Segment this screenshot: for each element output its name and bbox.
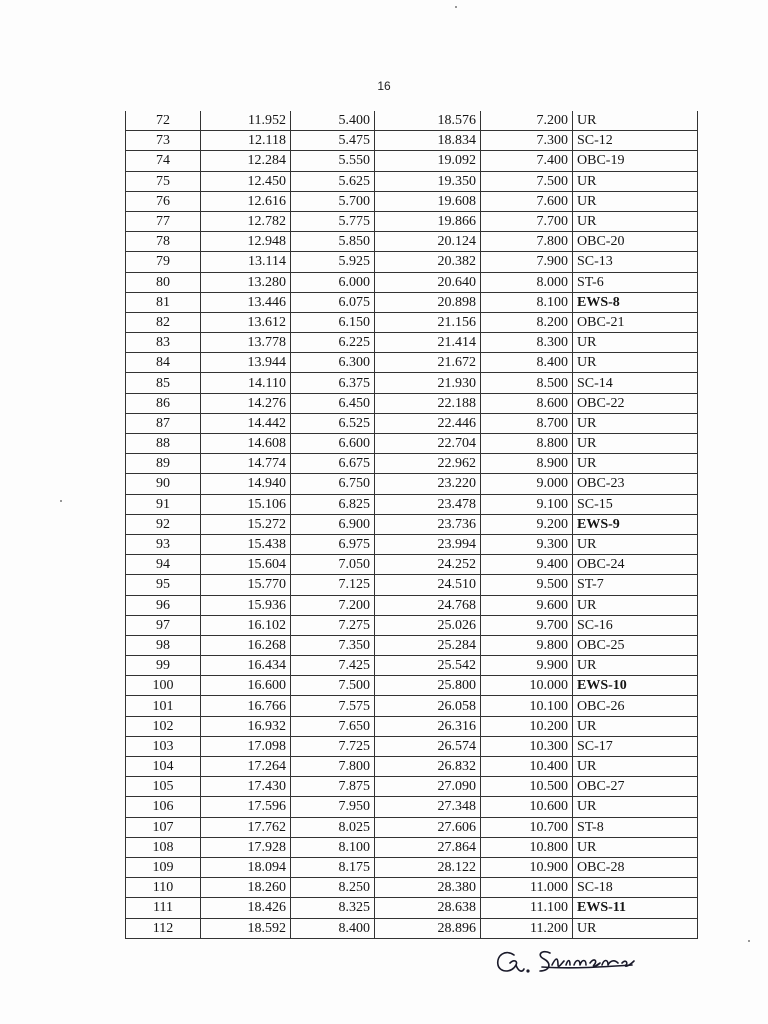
serial-number-cell: 86 [126,393,201,413]
value-cell-1: 15.272 [201,514,291,534]
table-row [126,151,698,171]
table-row [126,312,698,332]
serial-number-cell: 83 [126,333,201,353]
value-cell-1: 16.766 [201,696,291,716]
value-cell-1: 14.608 [201,434,291,454]
value-cell-2: 6.000 [291,272,375,292]
scan-speck [748,940,750,942]
value-cell-4: 7.800 [481,232,573,252]
value-cell-4: 9.100 [481,494,573,514]
category-cell: OBC-23 [573,474,698,494]
value-cell-2: 8.400 [291,918,375,938]
category-cell: ST-7 [573,575,698,595]
value-cell-2: 8.025 [291,817,375,837]
value-cell-3: 28.638 [375,898,481,918]
value-cell-1: 18.592 [201,918,291,938]
table-row [126,575,698,595]
serial-number-cell: 85 [126,373,201,393]
value-cell-3: 25.800 [375,676,481,696]
value-cell-3: 26.832 [375,757,481,777]
value-cell-1: 15.936 [201,595,291,615]
value-cell-3: 28.122 [375,857,481,877]
value-cell-1: 17.928 [201,837,291,857]
serial-number-cell: 100 [126,676,201,696]
serial-number-cell: 109 [126,857,201,877]
value-cell-1: 13.446 [201,292,291,312]
value-cell-3: 22.962 [375,454,481,474]
table-row [126,716,698,736]
value-cell-3: 20.382 [375,252,481,272]
value-cell-4: 10.200 [481,716,573,736]
serial-number-cell: 110 [126,878,201,898]
value-cell-3: 28.380 [375,878,481,898]
serial-number-cell: 90 [126,474,201,494]
serial-number-cell: 104 [126,757,201,777]
value-cell-2: 7.350 [291,635,375,655]
value-cell-4: 10.800 [481,837,573,857]
value-cell-3: 23.478 [375,494,481,514]
value-cell-4: 8.800 [481,434,573,454]
value-cell-4: 7.900 [481,252,573,272]
table-row [126,131,698,151]
value-cell-1: 13.778 [201,333,291,353]
serial-number-cell: 82 [126,312,201,332]
value-cell-4: 11.100 [481,898,573,918]
value-cell-4: 8.100 [481,292,573,312]
value-cell-3: 20.898 [375,292,481,312]
value-cell-1: 17.264 [201,757,291,777]
table-row [126,777,698,797]
value-cell-1: 16.600 [201,676,291,696]
serial-number-cell: 95 [126,575,201,595]
page-number: 16 [377,79,391,93]
value-cell-2: 6.150 [291,312,375,332]
serial-number-cell: 106 [126,797,201,817]
value-cell-1: 15.604 [201,555,291,575]
table-row [126,757,698,777]
category-cell: UR [573,111,698,131]
scan-speck [455,6,457,8]
category-cell: OBC-25 [573,635,698,655]
serial-number-cell: 81 [126,292,201,312]
category-cell: UR [573,797,698,817]
value-cell-1: 12.450 [201,171,291,191]
value-cell-4: 8.500 [481,373,573,393]
category-cell: UR [573,333,698,353]
value-cell-2: 7.425 [291,656,375,676]
value-cell-4: 11.200 [481,918,573,938]
serial-number-cell: 79 [126,252,201,272]
value-cell-2: 7.275 [291,615,375,635]
table-row [126,333,698,353]
value-cell-2: 5.700 [291,191,375,211]
value-cell-2: 7.800 [291,757,375,777]
table-row [126,191,698,211]
value-cell-2: 5.925 [291,252,375,272]
category-cell: UR [573,353,698,373]
table-row [126,474,698,494]
value-cell-1: 15.438 [201,534,291,554]
value-cell-1: 12.782 [201,211,291,231]
category-cell: SC-14 [573,373,698,393]
value-cell-2: 7.650 [291,716,375,736]
serial-number-cell: 92 [126,514,201,534]
value-cell-4: 9.500 [481,575,573,595]
category-cell: UR [573,454,698,474]
value-cell-1: 14.276 [201,393,291,413]
value-cell-4: 8.300 [481,333,573,353]
value-cell-4: 8.700 [481,413,573,433]
table-row [126,656,698,676]
value-cell-4: 9.800 [481,635,573,655]
value-cell-3: 27.606 [375,817,481,837]
category-cell: SC-18 [573,878,698,898]
value-cell-3: 27.348 [375,797,481,817]
value-cell-2: 5.775 [291,211,375,231]
table-row [126,393,698,413]
table-row [126,514,698,534]
value-cell-3: 21.156 [375,312,481,332]
value-cell-4: 10.300 [481,736,573,756]
value-cell-3: 27.864 [375,837,481,857]
serial-number-cell: 107 [126,817,201,837]
value-cell-3: 28.896 [375,918,481,938]
value-cell-3: 25.026 [375,615,481,635]
category-cell: OBC-20 [573,232,698,252]
category-cell: SC-12 [573,131,698,151]
value-cell-2: 6.825 [291,494,375,514]
serial-number-cell: 99 [126,656,201,676]
table-row [126,373,698,393]
table-row [126,211,698,231]
serial-number-cell: 91 [126,494,201,514]
category-cell: ST-8 [573,817,698,837]
serial-number-cell: 101 [126,696,201,716]
table-row [126,817,698,837]
value-cell-4: 10.500 [481,777,573,797]
value-cell-2: 7.500 [291,676,375,696]
category-cell: OBC-21 [573,312,698,332]
value-cell-2: 5.550 [291,151,375,171]
category-cell: ST-6 [573,272,698,292]
value-cell-1: 16.102 [201,615,291,635]
table-row [126,292,698,312]
value-cell-3: 20.124 [375,232,481,252]
value-cell-3: 19.608 [375,191,481,211]
value-cell-3: 25.542 [375,656,481,676]
value-cell-1: 13.280 [201,272,291,292]
value-cell-4: 9.600 [481,595,573,615]
serial-number-cell: 87 [126,413,201,433]
category-cell: SC-16 [573,615,698,635]
value-cell-4: 7.200 [481,111,573,131]
table-row [126,676,698,696]
category-cell: OBC-28 [573,857,698,877]
table-row [126,615,698,635]
table-row [126,454,698,474]
serial-number-cell: 80 [126,272,201,292]
table-row [126,272,698,292]
value-cell-1: 12.616 [201,191,291,211]
value-cell-3: 22.188 [375,393,481,413]
table-row [126,898,698,918]
value-cell-2: 6.525 [291,413,375,433]
value-cell-1: 14.442 [201,413,291,433]
value-cell-4: 10.700 [481,817,573,837]
value-cell-2: 6.450 [291,393,375,413]
value-cell-3: 23.736 [375,514,481,534]
value-cell-2: 7.875 [291,777,375,797]
value-cell-3: 21.672 [375,353,481,373]
value-cell-2: 7.125 [291,575,375,595]
value-cell-1: 13.114 [201,252,291,272]
value-cell-2: 6.300 [291,353,375,373]
value-cell-3: 27.090 [375,777,481,797]
value-cell-4: 8.400 [481,353,573,373]
value-cell-4: 9.400 [481,555,573,575]
table-row [126,171,698,191]
value-cell-2: 7.575 [291,696,375,716]
category-cell: OBC-19 [573,151,698,171]
value-cell-4: 8.200 [481,312,573,332]
category-cell: UR [573,191,698,211]
value-cell-4: 10.400 [481,757,573,777]
value-cell-2: 6.675 [291,454,375,474]
table-row [126,413,698,433]
table-row [126,494,698,514]
value-cell-1: 14.774 [201,454,291,474]
category-cell: UR [573,534,698,554]
value-cell-2: 6.225 [291,333,375,353]
serial-number-cell: 75 [126,171,201,191]
value-cell-1: 18.094 [201,857,291,877]
table-row [126,434,698,454]
category-cell: EWS-11 [573,898,698,918]
value-cell-3: 18.576 [375,111,481,131]
value-cell-4: 7.700 [481,211,573,231]
table-row [126,696,698,716]
category-cell: UR [573,837,698,857]
value-cell-2: 6.975 [291,534,375,554]
value-cell-2: 8.325 [291,898,375,918]
roster-table [125,111,698,939]
value-cell-4: 11.000 [481,878,573,898]
value-cell-2: 8.175 [291,857,375,877]
value-cell-3: 24.510 [375,575,481,595]
category-cell: EWS-8 [573,292,698,312]
serial-number-cell: 105 [126,777,201,797]
handwritten-signature [492,941,642,986]
value-cell-2: 7.725 [291,736,375,756]
value-cell-2: 5.475 [291,131,375,151]
value-cell-1: 17.430 [201,777,291,797]
category-cell: OBC-27 [573,777,698,797]
value-cell-4: 8.000 [481,272,573,292]
table-row [126,252,698,272]
serial-number-cell: 103 [126,736,201,756]
value-cell-3: 20.640 [375,272,481,292]
category-cell: UR [573,434,698,454]
value-cell-1: 15.770 [201,575,291,595]
value-cell-1: 12.284 [201,151,291,171]
value-cell-3: 19.350 [375,171,481,191]
value-cell-1: 17.596 [201,797,291,817]
serial-number-cell: 89 [126,454,201,474]
value-cell-1: 12.948 [201,232,291,252]
value-cell-2: 6.750 [291,474,375,494]
category-cell: UR [573,757,698,777]
value-cell-4: 7.300 [481,131,573,151]
value-cell-4: 7.600 [481,191,573,211]
serial-number-cell: 98 [126,635,201,655]
category-cell: UR [573,171,698,191]
value-cell-3: 22.446 [375,413,481,433]
value-cell-2: 6.375 [291,373,375,393]
category-cell: UR [573,595,698,615]
value-cell-1: 14.940 [201,474,291,494]
category-cell: OBC-22 [573,393,698,413]
serial-number-cell: 74 [126,151,201,171]
value-cell-1: 16.932 [201,716,291,736]
value-cell-2: 7.950 [291,797,375,817]
category-cell: UR [573,716,698,736]
table-row [126,635,698,655]
value-cell-4: 10.100 [481,696,573,716]
value-cell-1: 18.260 [201,878,291,898]
table-row [126,232,698,252]
serial-number-cell: 88 [126,434,201,454]
value-cell-3: 21.930 [375,373,481,393]
value-cell-3: 24.768 [375,595,481,615]
value-cell-1: 17.098 [201,736,291,756]
value-cell-3: 23.994 [375,534,481,554]
value-cell-3: 22.704 [375,434,481,454]
value-cell-1: 15.106 [201,494,291,514]
serial-number-cell: 76 [126,191,201,211]
serial-number-cell: 96 [126,595,201,615]
category-cell: SC-13 [573,252,698,272]
scan-speck [60,500,62,502]
value-cell-4: 8.600 [481,393,573,413]
serial-number-cell: 94 [126,555,201,575]
value-cell-2: 6.900 [291,514,375,534]
table-row [126,534,698,554]
serial-number-cell: 72 [126,111,201,131]
table-row [126,353,698,373]
category-cell: UR [573,656,698,676]
value-cell-3: 23.220 [375,474,481,494]
serial-number-cell: 84 [126,353,201,373]
value-cell-1: 18.426 [201,898,291,918]
value-cell-4: 9.300 [481,534,573,554]
value-cell-4: 9.900 [481,656,573,676]
table-row [126,918,698,938]
value-cell-4: 10.900 [481,857,573,877]
serial-number-cell: 73 [126,131,201,151]
serial-number-cell: 108 [126,837,201,857]
value-cell-4: 8.900 [481,454,573,474]
value-cell-1: 13.944 [201,353,291,373]
value-cell-3: 25.284 [375,635,481,655]
table-row [126,857,698,877]
value-cell-4: 10.000 [481,676,573,696]
category-cell: OBC-24 [573,555,698,575]
category-cell: UR [573,918,698,938]
value-cell-3: 24.252 [375,555,481,575]
category-cell: OBC-26 [573,696,698,716]
value-cell-2: 6.600 [291,434,375,454]
table-row [126,797,698,817]
value-cell-3: 26.058 [375,696,481,716]
value-cell-1: 12.118 [201,131,291,151]
value-cell-4: 9.700 [481,615,573,635]
value-cell-2: 6.075 [291,292,375,312]
value-cell-4: 10.600 [481,797,573,817]
category-cell: UR [573,211,698,231]
value-cell-1: 11.952 [201,111,291,131]
value-cell-2: 5.850 [291,232,375,252]
serial-number-cell: 112 [126,918,201,938]
value-cell-2: 5.625 [291,171,375,191]
table-row [126,555,698,575]
value-cell-1: 14.110 [201,373,291,393]
category-cell: EWS-10 [573,676,698,696]
category-cell: SC-15 [573,494,698,514]
value-cell-3: 26.574 [375,736,481,756]
value-cell-2: 8.250 [291,878,375,898]
value-cell-4: 7.500 [481,171,573,191]
value-cell-3: 21.414 [375,333,481,353]
value-cell-2: 5.400 [291,111,375,131]
category-cell: EWS-9 [573,514,698,534]
value-cell-3: 19.092 [375,151,481,171]
value-cell-1: 13.612 [201,312,291,332]
value-cell-3: 18.834 [375,131,481,151]
category-cell: UR [573,413,698,433]
value-cell-2: 7.200 [291,595,375,615]
serial-number-cell: 77 [126,211,201,231]
table-row [126,595,698,615]
value-cell-1: 16.268 [201,635,291,655]
serial-number-cell: 111 [126,898,201,918]
table-row [126,736,698,756]
roster-table-body [126,111,698,938]
table-row [126,837,698,857]
category-cell: SC-17 [573,736,698,756]
value-cell-4: 9.000 [481,474,573,494]
value-cell-2: 7.050 [291,555,375,575]
value-cell-3: 26.316 [375,716,481,736]
value-cell-3: 19.866 [375,211,481,231]
serial-number-cell: 97 [126,615,201,635]
table-row [126,878,698,898]
serial-number-cell: 93 [126,534,201,554]
value-cell-4: 7.400 [481,151,573,171]
value-cell-1: 16.434 [201,656,291,676]
value-cell-2: 8.100 [291,837,375,857]
signature-icon [492,941,642,981]
value-cell-4: 9.200 [481,514,573,534]
serial-number-cell: 78 [126,232,201,252]
serial-number-cell: 102 [126,716,201,736]
table-row [126,111,698,131]
value-cell-1: 17.762 [201,817,291,837]
